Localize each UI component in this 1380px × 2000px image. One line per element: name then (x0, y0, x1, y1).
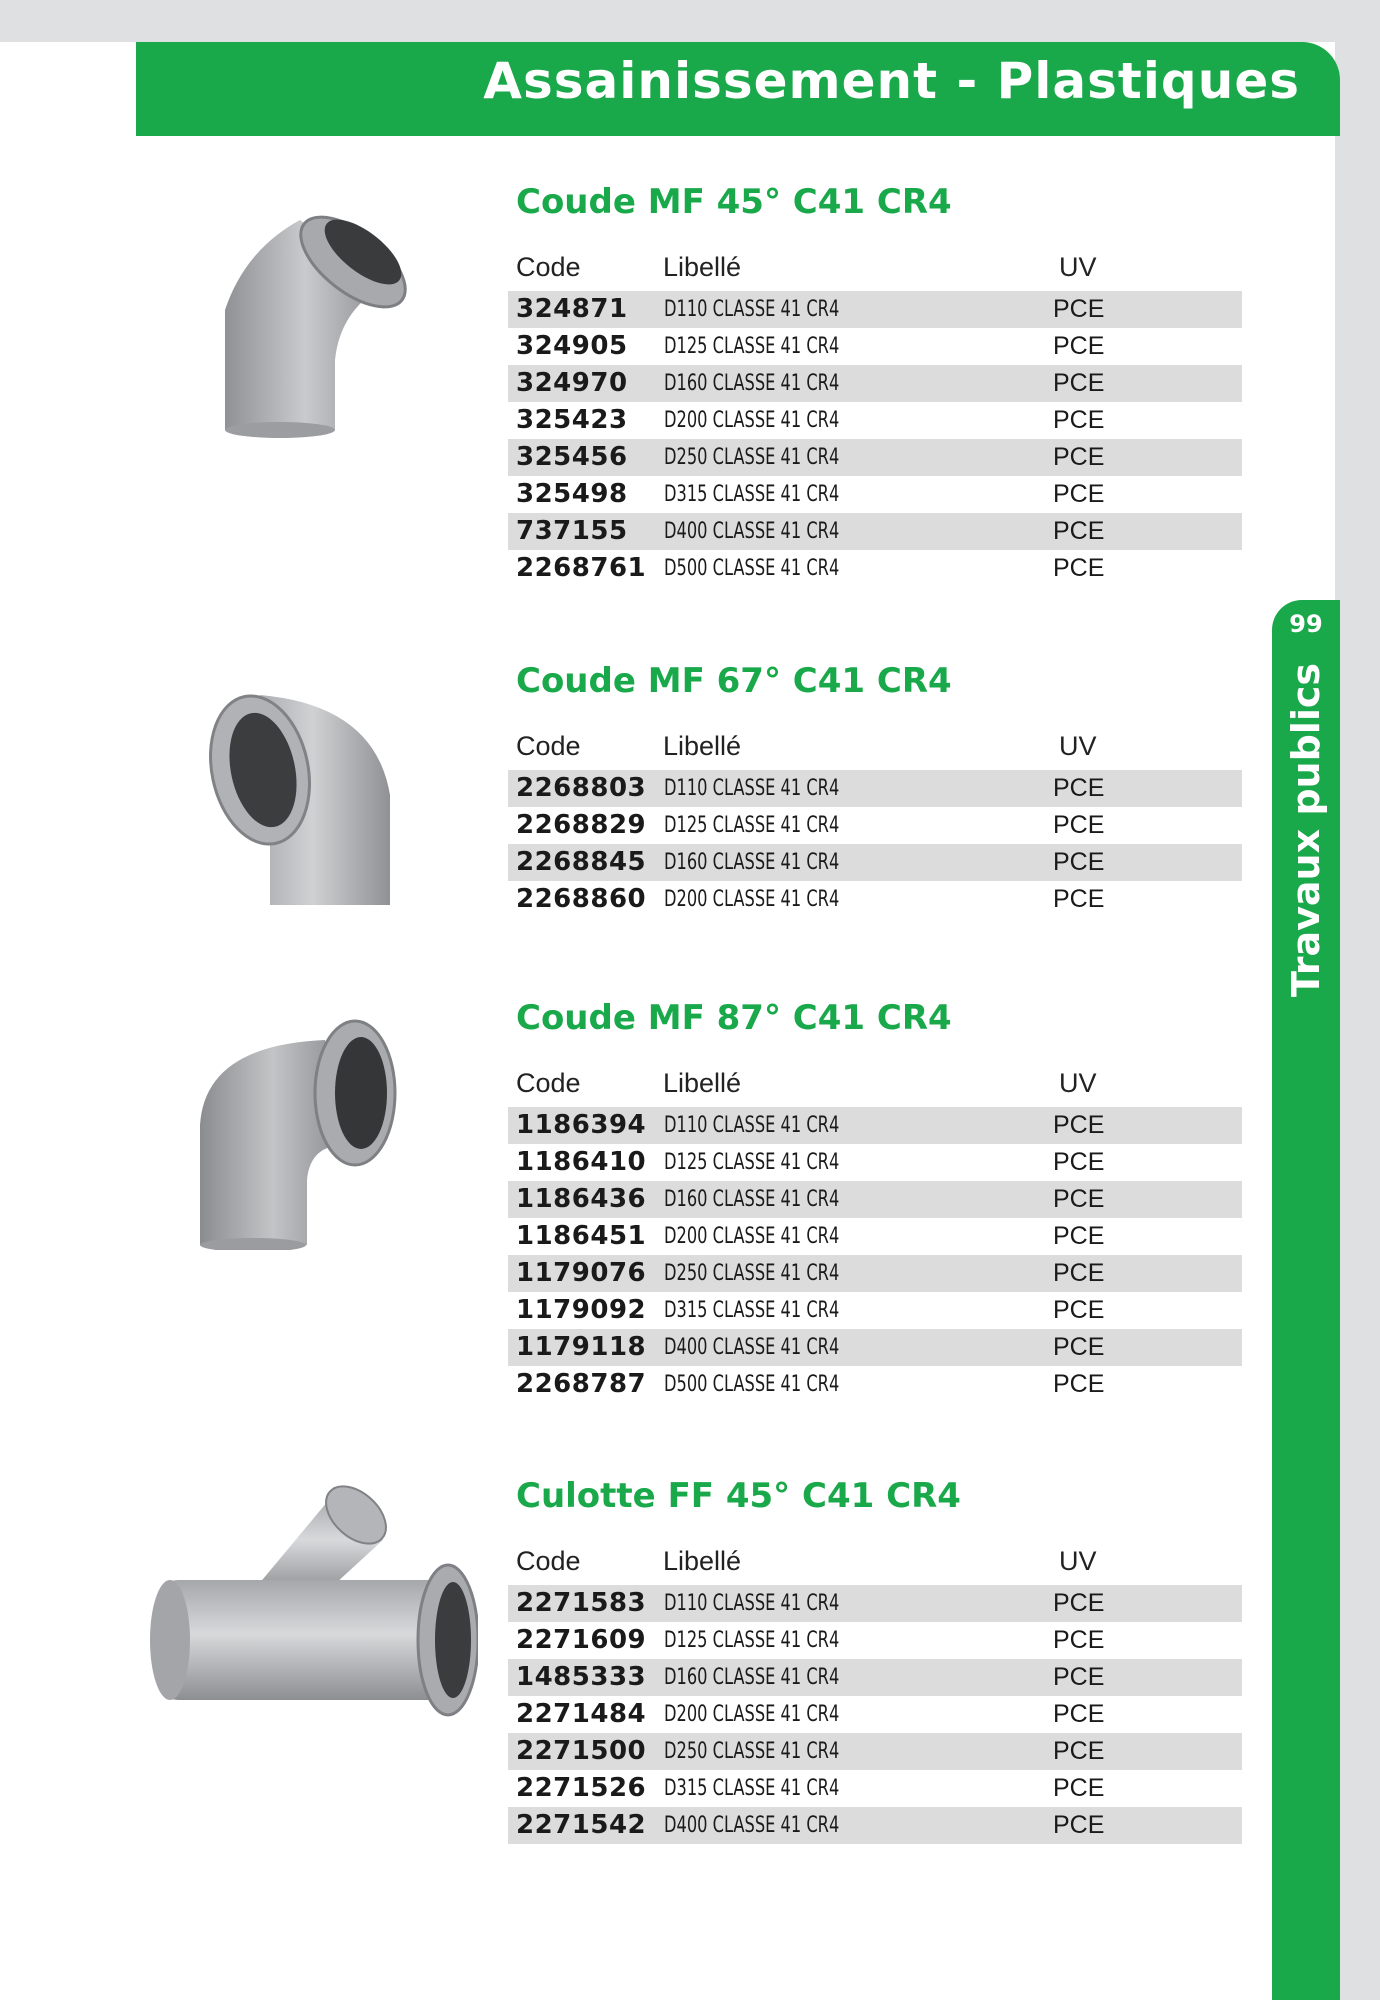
table-row (508, 1622, 1242, 1659)
table-row (508, 402, 1242, 439)
row-libelle: D200 CLASSE 41 CR4 (664, 408, 840, 433)
row-libelle: D200 CLASSE 41 CR4 (664, 887, 840, 912)
row-code: 324970 (516, 368, 628, 398)
col-libelle: Libellé (663, 252, 742, 282)
row-code: 325498 (516, 479, 628, 509)
row-code: 324905 (516, 331, 628, 361)
row-libelle: D315 CLASSE 41 CR4 (664, 1298, 840, 1323)
row-code: 1186436 (516, 1184, 647, 1214)
col-uv: UV (1059, 1068, 1097, 1098)
row-libelle: D500 CLASSE 41 CR4 (664, 556, 840, 581)
row-code: 737155 (516, 516, 628, 546)
table-row (508, 1770, 1242, 1807)
table-row (508, 770, 1242, 807)
top-margin (0, 0, 1380, 42)
row-uv: PCE (1053, 1296, 1105, 1324)
elbow-45-image (205, 190, 425, 450)
row-libelle: D200 CLASSE 41 CR4 (664, 1702, 840, 1727)
table-row (508, 1329, 1242, 1366)
y-branch-image (148, 1485, 478, 1740)
row-uv: PCE (1053, 443, 1105, 471)
row-libelle: D400 CLASSE 41 CR4 (664, 1335, 840, 1360)
table-row (508, 291, 1242, 328)
row-libelle: D125 CLASSE 41 CR4 (664, 1628, 840, 1653)
row-uv: PCE (1053, 1700, 1105, 1728)
table-row (508, 1659, 1242, 1696)
row-code: 2268787 (516, 1369, 647, 1399)
table-row (508, 1181, 1242, 1218)
row-uv: PCE (1053, 517, 1105, 545)
row-libelle: D125 CLASSE 41 CR4 (664, 1150, 840, 1175)
row-uv: PCE (1053, 1370, 1105, 1398)
row-uv: PCE (1053, 1626, 1105, 1654)
row-uv: PCE (1053, 1185, 1105, 1213)
col-code: Code (516, 1546, 581, 1576)
row-uv: PCE (1053, 332, 1105, 360)
row-libelle: D250 CLASSE 41 CR4 (664, 1261, 840, 1286)
row-uv: PCE (1053, 1663, 1105, 1691)
elbow-87-image (195, 1015, 410, 1250)
table-row (508, 1144, 1242, 1181)
table-row (508, 844, 1242, 881)
section-title: Coude MF 87° C41 CR4 (516, 998, 952, 1038)
row-uv: PCE (1053, 1222, 1105, 1250)
product-table (508, 1107, 1242, 1403)
row-libelle: D250 CLASSE 41 CR4 (664, 445, 840, 470)
row-libelle: D250 CLASSE 41 CR4 (664, 1739, 840, 1764)
row-uv: PCE (1053, 480, 1105, 508)
table-row (508, 1218, 1242, 1255)
row-libelle: D125 CLASSE 41 CR4 (664, 334, 840, 359)
row-uv: PCE (1053, 1589, 1105, 1617)
row-libelle: D110 CLASSE 41 CR4 (664, 1591, 840, 1616)
section-title: Coude MF 45° C41 CR4 (516, 182, 952, 222)
row-libelle: D110 CLASSE 41 CR4 (664, 776, 840, 801)
row-libelle: D400 CLASSE 41 CR4 (664, 519, 840, 544)
row-libelle: D500 CLASSE 41 CR4 (664, 1372, 840, 1397)
row-uv: PCE (1053, 369, 1105, 397)
row-uv: PCE (1053, 1774, 1105, 1802)
row-code: 2271542 (516, 1810, 647, 1840)
row-libelle: D315 CLASSE 41 CR4 (664, 482, 840, 507)
row-code: 325423 (516, 405, 628, 435)
row-libelle: D160 CLASSE 41 CR4 (664, 1187, 840, 1212)
table-row (508, 1807, 1242, 1844)
row-uv: PCE (1053, 1333, 1105, 1361)
page-title: Assainissement - Plastiques (483, 52, 1300, 110)
row-uv: PCE (1053, 295, 1105, 323)
row-uv: PCE (1053, 1111, 1105, 1139)
row-uv: PCE (1053, 406, 1105, 434)
table-row (508, 1292, 1242, 1329)
row-libelle: D315 CLASSE 41 CR4 (664, 1776, 840, 1801)
section-label: Travaux publics (1284, 663, 1328, 997)
table-row (508, 1733, 1242, 1770)
header-bar (136, 42, 1340, 136)
table-row (508, 476, 1242, 513)
row-code: 2268803 (516, 773, 647, 803)
section-title: Coude MF 67° C41 CR4 (516, 661, 952, 701)
table-row (508, 881, 1242, 918)
row-code: 325456 (516, 442, 628, 472)
row-libelle: D400 CLASSE 41 CR4 (664, 1813, 840, 1838)
row-code: 324871 (516, 294, 628, 324)
row-libelle: D160 CLASSE 41 CR4 (664, 371, 840, 396)
row-uv: PCE (1053, 1811, 1105, 1839)
table-row (508, 807, 1242, 844)
table-row (508, 1255, 1242, 1292)
product-table (508, 770, 1242, 918)
row-uv: PCE (1053, 1148, 1105, 1176)
row-libelle: D110 CLASSE 41 CR4 (664, 297, 840, 322)
row-uv: PCE (1053, 811, 1105, 839)
row-code: 1186410 (516, 1147, 647, 1177)
row-code: 2268829 (516, 810, 647, 840)
row-code: 1186394 (516, 1110, 647, 1140)
col-uv: UV (1059, 252, 1097, 282)
row-code: 1485333 (516, 1662, 647, 1692)
col-uv: UV (1059, 1546, 1097, 1576)
table-row (508, 1585, 1242, 1622)
row-code: 1179076 (516, 1258, 647, 1288)
row-uv: PCE (1053, 1737, 1105, 1765)
row-code: 2271583 (516, 1588, 647, 1618)
section-title: Culotte FF 45° C41 CR4 (516, 1476, 961, 1516)
table-row (508, 513, 1242, 550)
row-libelle: D160 CLASSE 41 CR4 (664, 850, 840, 875)
row-libelle: D160 CLASSE 41 CR4 (664, 1665, 840, 1690)
row-libelle: D200 CLASSE 41 CR4 (664, 1224, 840, 1249)
table-row (508, 550, 1242, 587)
col-libelle: Libellé (663, 1546, 742, 1576)
col-code: Code (516, 731, 581, 761)
col-libelle: Libellé (663, 731, 742, 761)
row-code: 1186451 (516, 1221, 647, 1251)
row-libelle: D125 CLASSE 41 CR4 (664, 813, 840, 838)
row-uv: PCE (1053, 554, 1105, 582)
row-code: 2271609 (516, 1625, 647, 1655)
row-libelle: D110 CLASSE 41 CR4 (664, 1113, 840, 1138)
row-uv: PCE (1053, 774, 1105, 802)
table-row (508, 1696, 1242, 1733)
right-margin (1335, 0, 1380, 2000)
table-row (508, 1366, 1242, 1403)
section-tab (1272, 600, 1340, 2000)
row-code: 2271484 (516, 1699, 647, 1729)
row-code: 2271500 (516, 1736, 647, 1766)
elbow-67-image (205, 675, 405, 915)
col-uv: UV (1059, 731, 1097, 761)
row-code: 2271526 (516, 1773, 647, 1803)
row-uv: PCE (1053, 1259, 1105, 1287)
product-table (508, 291, 1242, 587)
table-row (508, 1107, 1242, 1144)
row-code: 1179092 (516, 1295, 647, 1325)
row-uv: PCE (1053, 885, 1105, 913)
table-row (508, 328, 1242, 365)
row-uv: PCE (1053, 848, 1105, 876)
product-table (508, 1585, 1242, 1844)
col-code: Code (516, 1068, 581, 1098)
col-code: Code (516, 252, 581, 282)
row-code: 2268761 (516, 553, 647, 583)
row-code: 2268845 (516, 847, 647, 877)
table-row (508, 439, 1242, 476)
col-libelle: Libellé (663, 1068, 742, 1098)
row-code: 2268860 (516, 884, 647, 914)
page-number: 99 (1289, 610, 1323, 638)
row-code: 1179118 (516, 1332, 647, 1362)
table-row (508, 365, 1242, 402)
